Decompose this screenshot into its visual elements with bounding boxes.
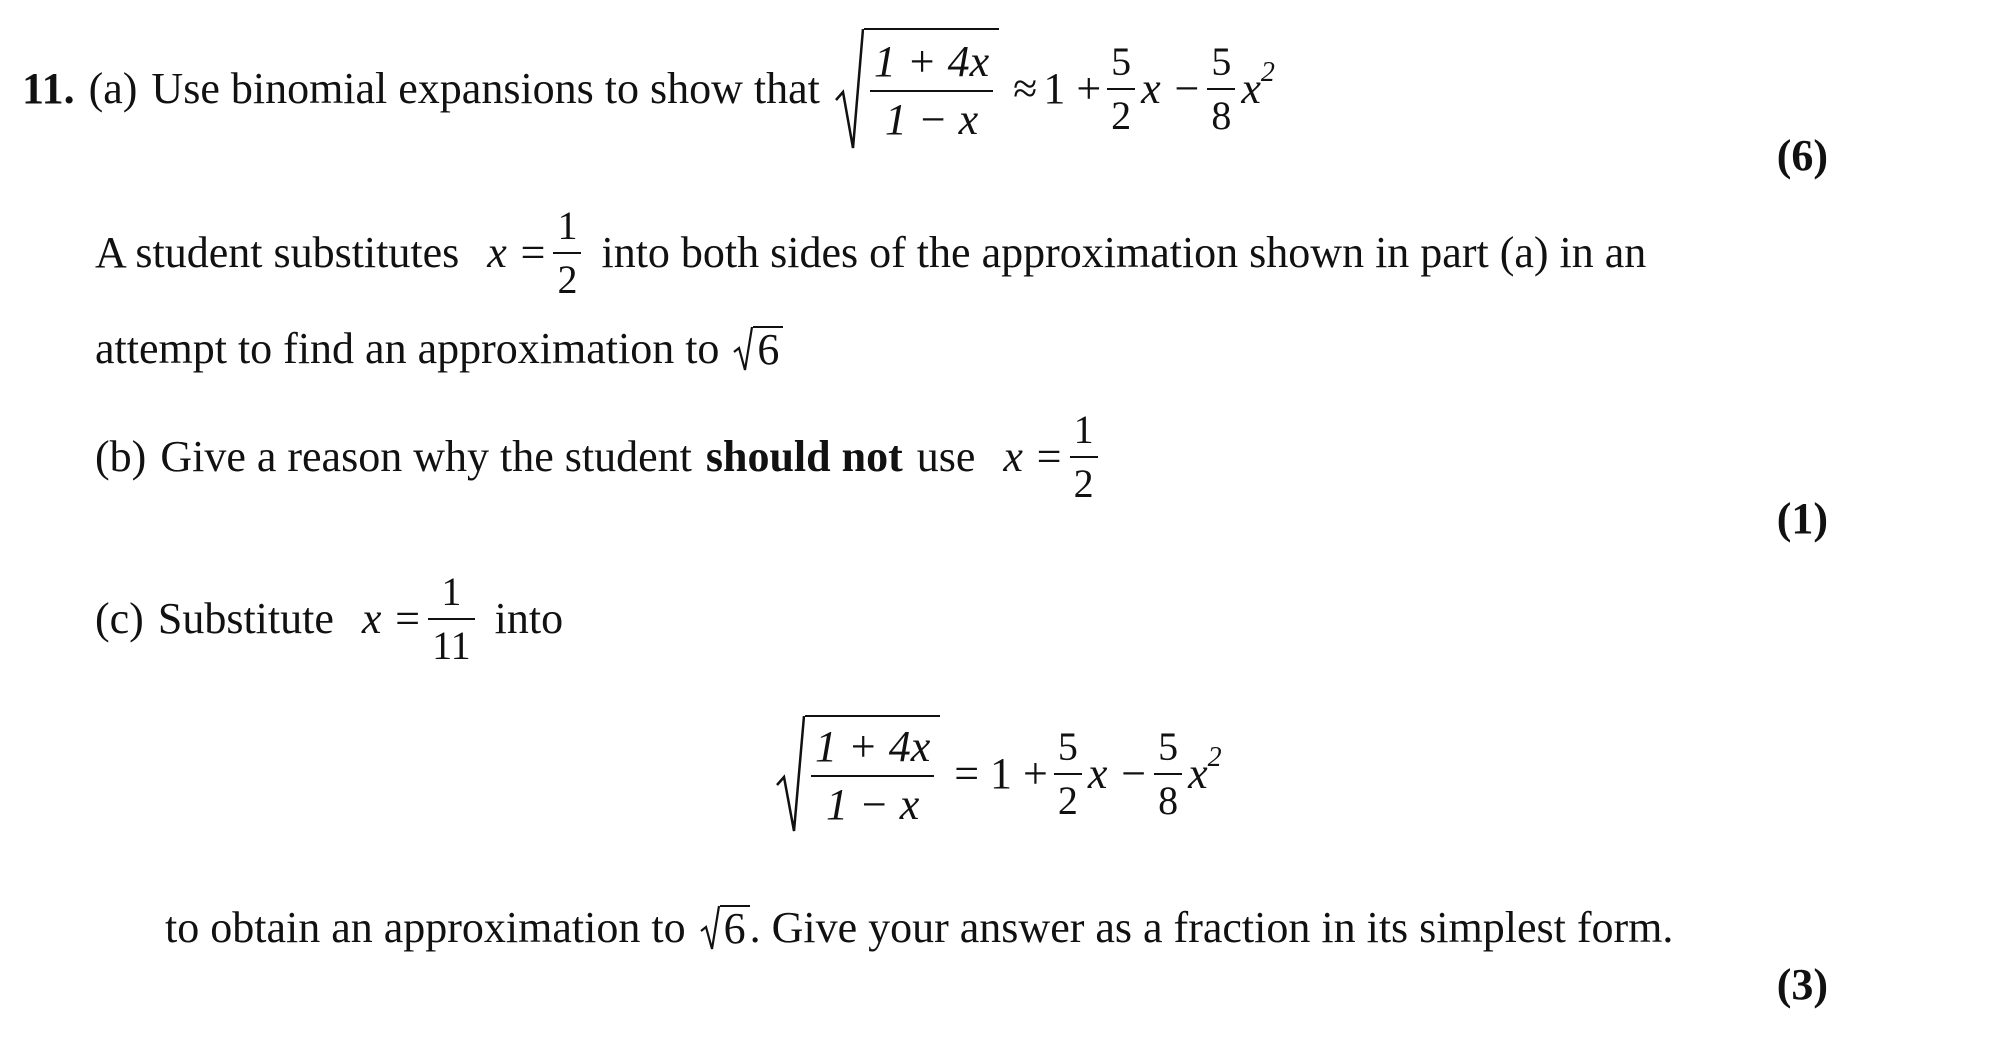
question-number: 11. (22, 64, 75, 113)
sqrt-denominator: 1 − x (884, 95, 979, 144)
part-b-line (95, 407, 1104, 506)
part-b-text-1: Give a reason why the student (160, 432, 692, 481)
sqrt-fraction-a (870, 37, 993, 144)
intro-text-1: A student substitutes (95, 228, 460, 277)
x-squared: $x^2$ (1188, 742, 1222, 798)
fraction-five-halves: $\frac{5}{2}$ (1107, 42, 1135, 136)
part-c-text-1: Substitute (157, 594, 334, 643)
part-c-final-line (165, 905, 1673, 951)
part-c-line (95, 569, 564, 668)
x-minus: x − (1087, 749, 1149, 798)
radical-sign-icon (733, 326, 753, 372)
fraction-one-eleventh: $\frac{1}{11}$ (428, 572, 475, 666)
intro-line-1 (95, 203, 1647, 302)
part-c-text-2: into (494, 594, 564, 643)
x-equals: x = (361, 594, 423, 643)
sqrt-expression-c (775, 715, 940, 833)
intro-text-3: attempt to find an approximation to (95, 324, 720, 373)
displayed-equation (775, 715, 1222, 833)
x-equals: x = (1003, 432, 1064, 481)
fraction-five-eighths: $\frac{5}{8}$ (1154, 727, 1182, 821)
part-b-label: (b) (95, 432, 147, 481)
equals-one-plus: = 1 + (954, 749, 1048, 798)
fraction-five-eighths: $\frac{5}{8}$ (1207, 42, 1235, 136)
part-c-final-text-2: . Give your answer as a fraction in its simplest form. (749, 903, 1674, 952)
radical-sign-icon (700, 905, 720, 951)
radical-sign-icon (834, 28, 864, 150)
part-a-label: (a) (88, 64, 138, 113)
part-a-line (22, 28, 1275, 150)
sqrt-expression-a (834, 28, 999, 150)
sqrt-six-intro: 6 (733, 326, 783, 372)
x-equals: x = (487, 228, 548, 277)
intro-text-2: into both sides of the approximation shown in part (a) in an (601, 228, 1647, 277)
fraction-five-halves: $\frac{5}{2}$ (1054, 727, 1082, 821)
part-b-bold: should not (705, 432, 903, 481)
sqrt-numerator: 1 + 4x (873, 37, 990, 86)
one-plus: 1 + (1043, 64, 1102, 113)
x-squared: $x^2$ (1241, 57, 1275, 113)
sqrt-six-final: 6 (700, 905, 750, 951)
part-a-text: Use binomial expansions to show that (151, 64, 820, 113)
approx-sign: ≈ (1013, 64, 1038, 113)
marks-part-a: (6) (1776, 131, 1828, 180)
marks-part-c: (3) (1776, 960, 1828, 1009)
sqrt-fraction-c: $\frac{1 + 4x}{1 - x}$ (811, 725, 934, 827)
marks-part-b: (1) (1776, 494, 1828, 543)
intro-line-2 (95, 326, 783, 372)
fraction-one-half: $\frac{1}{2}$ (1070, 410, 1098, 504)
x-minus: x − (1141, 64, 1202, 113)
part-b-text-2: use (916, 432, 976, 481)
part-c-label: (c) (95, 594, 144, 643)
radical-sign-icon (775, 715, 805, 833)
part-c-final-text-1: to obtain an approximation to (165, 903, 686, 952)
fraction-one-half: $\frac{1}{2}$ (553, 206, 581, 300)
